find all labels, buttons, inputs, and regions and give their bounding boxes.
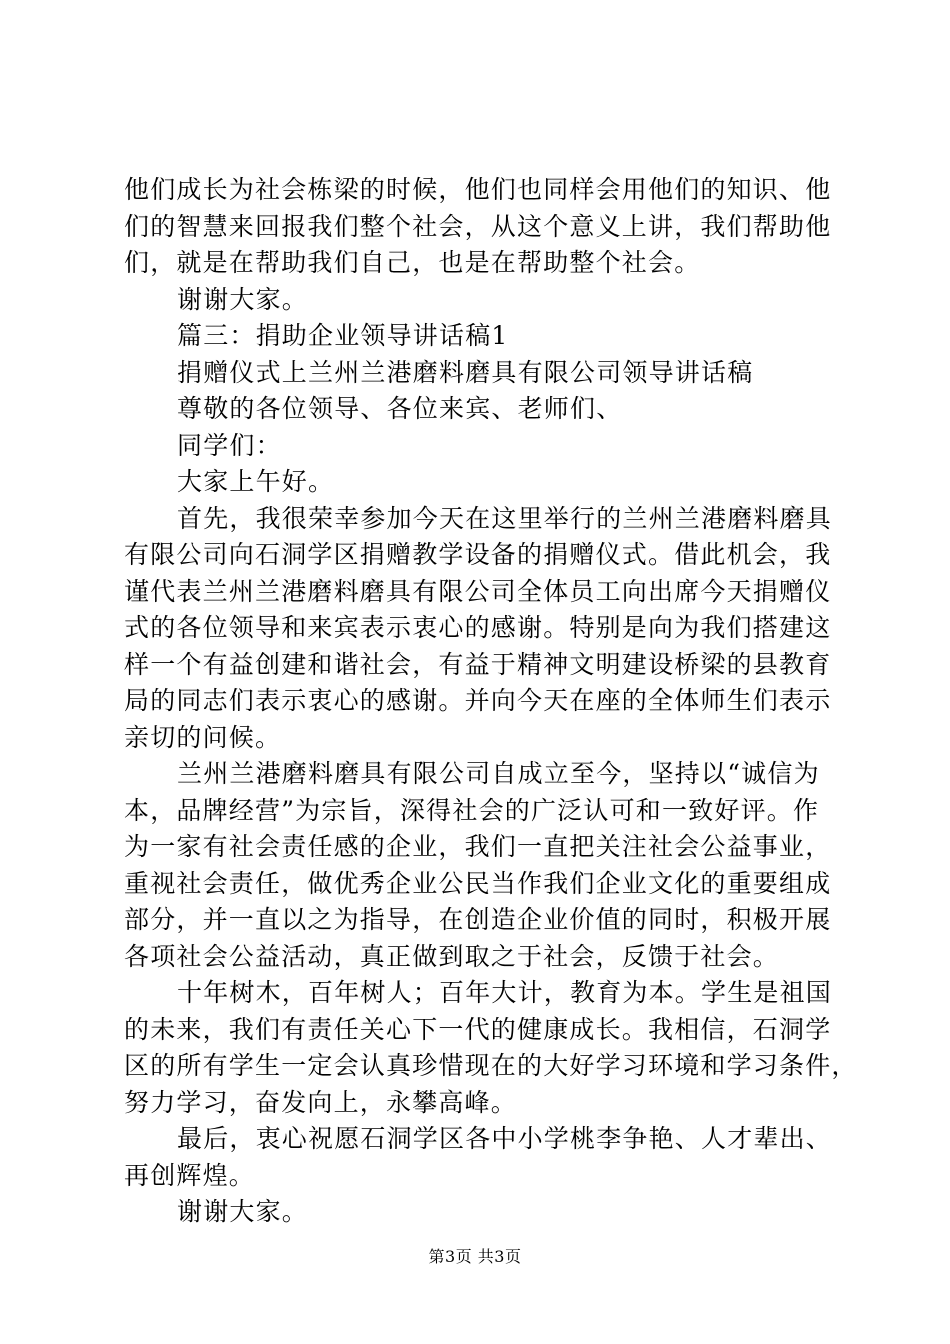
document-body — [124, 172, 858, 1231]
text-line: 为一家有社会责任感的企业，我们一直把关注社会公益事业， — [124, 832, 832, 861]
text-line: 他们成长为社会栋梁的时候，他们也同样会用他们的知识、他 — [124, 175, 832, 204]
text-line: 再创辉煌。 — [124, 1160, 256, 1190]
text-line: 有限公司向石洞学区捐赠教学设备的捐赠仪式。借此机会，我 — [124, 540, 832, 569]
text-line: 亲切的问候。 — [124, 722, 282, 752]
text-line: 样一个有益创建和谐社会，有益于精神文明建设桥梁的县教育 — [124, 649, 832, 679]
text-line: 谢谢大家。 — [177, 1197, 309, 1226]
text-line: 捐赠仪式上兰州兰港磨料磨具有限公司领导讲话稿 — [177, 357, 754, 387]
text-line: 各项社会公益活动，真正做到取之于社会，反馈于社会。 — [124, 941, 780, 971]
text-line: 篇三：捐助企业领导讲话稿1 — [177, 321, 509, 350]
text-line: 区的所有学生一定会认真珍惜现在的大好学习环境和学习条件， — [124, 1051, 858, 1080]
text-line: 本，品牌经营”为宗旨，深得社会的广泛认可和一致好评。作 — [124, 795, 820, 825]
text-line: 十年树木，百年树人；百年大计，教育为本。学生是祖国 — [177, 978, 833, 1007]
text-line: 努力学习，奋发向上，永攀高峰。 — [124, 1087, 518, 1117]
text-line: 们，就是在帮助我们自己，也是在帮助整个社会。 — [124, 248, 701, 277]
text-line: 谢谢大家。 — [177, 284, 309, 314]
text-line: 式的各位领导和来宾表示衷心的感谢。特别是向为我们搭建这 — [124, 613, 832, 642]
text-line: 同学们： — [177, 430, 282, 460]
text-line: 局的同志们表示衷心的感谢。并向今天在座的全体师生们表示 — [124, 686, 832, 715]
text-line: 兰州兰港磨料磨具有限公司自成立至今，坚持以“诚信为 — [177, 759, 820, 788]
text-line: 部分，并一直以之为指导，在创造企业价值的同时，积极开展 — [124, 905, 832, 934]
text-line: 们的智慧来回报我们整个社会，从这个意义上讲，我们帮助他 — [124, 211, 832, 241]
text-line: 谨代表兰州兰港磨料磨具有限公司全体员工向出席今天捐赠仪 — [124, 576, 832, 606]
text-line: 重视社会责任，做优秀企业公民当作我们企业文化的重要组成 — [124, 868, 832, 898]
text-line: 首先，我很荣幸参加今天在这里举行的兰州兰港磨料磨具 — [177, 503, 833, 533]
text-line: 的未来，我们有责任关心下一代的健康成长。我相信，石洞学 — [124, 1014, 832, 1044]
page-footer: 第3页 共3页 — [428, 1247, 522, 1266]
text-line: 最后，衷心祝愿石洞学区各中小学桃李争艳、人才辈出、 — [177, 1124, 833, 1153]
text-line: 大家上午好。 — [177, 467, 335, 496]
text-line: 尊敬的各位领导、各位来宾、老师们、 — [177, 394, 623, 423]
